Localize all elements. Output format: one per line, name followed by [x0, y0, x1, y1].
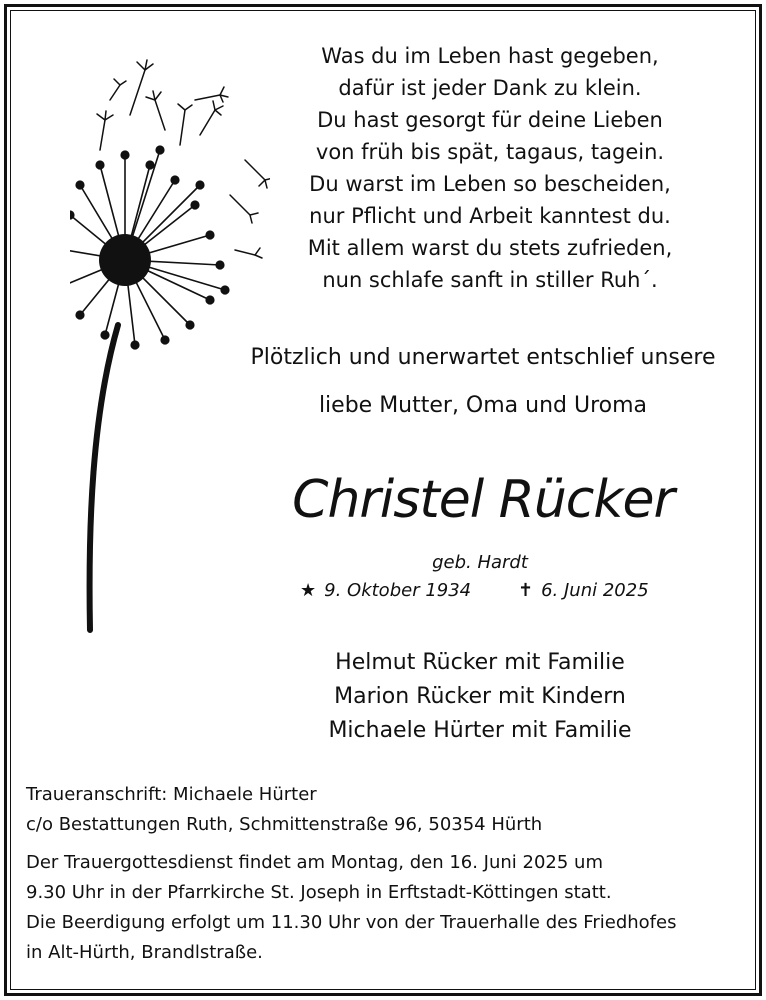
poem-line: von früh bis spät, tagaus, tagein. — [315, 140, 665, 164]
maiden-name: geb. Hardt — [432, 552, 528, 573]
cross-icon: ✝ — [518, 580, 534, 601]
birth-date-group — [300, 580, 471, 601]
service-line: 9.30 Uhr in der Pfarrkirche St. Joseph in Erftstadt-Köttingen statt. — [26, 882, 612, 903]
death-date-group — [518, 580, 649, 601]
poem-line: dafür ist jeder Dank zu klein. — [338, 76, 642, 100]
family-list — [280, 646, 680, 748]
deceased-name: Christel Rücker — [292, 470, 674, 530]
mourning-address — [26, 780, 746, 840]
poem-line: nun schlafe sanft in stiller Ruh´. — [322, 268, 658, 292]
announcement-line-1: Plötzlich und unerwartet entschlief unsere — [250, 345, 716, 370]
poem — [270, 40, 710, 296]
service-line: Die Beerdigung erfolgt um 11.30 Uhr von der Trauerhalle des Friedhofes — [26, 912, 677, 933]
poem-line: Du warst im Leben so bescheiden, — [309, 172, 671, 196]
poem-line: Mit allem warst du stets zufrieden, — [307, 236, 673, 260]
service-details — [26, 848, 746, 968]
birth-date: 9. Oktober 1934 — [324, 580, 472, 601]
family-member: Helmut Rücker mit Familie — [335, 650, 625, 675]
poem-line: Du hast gesorgt für deine Lieben — [317, 108, 663, 132]
poem-line: nur Pflicht und Arbeit kanntest du. — [309, 204, 671, 228]
announcement-line-2: liebe Mutter, Oma und Uroma — [318, 393, 648, 418]
star-icon: ★ — [300, 580, 317, 601]
death-date: 6. Juni 2025 — [541, 580, 649, 601]
address-line: Traueranschrift: Michaele Hürter — [26, 784, 317, 805]
poem-line: Was du im Leben hast gegeben, — [321, 44, 659, 68]
family-member: Marion Rücker mit Kindern — [334, 684, 626, 709]
service-line: in Alt-Hürth, Brandlstraße. — [26, 942, 263, 963]
service-line: Der Trauergottesdienst findet am Montag, den 16. Juni 2025 um — [26, 852, 603, 873]
family-member: Michaele Hürter mit Familie — [328, 718, 632, 743]
address-line: c/o Bestattungen Ruth, Schmittenstraße 96, 50354 Hürth — [26, 814, 543, 835]
